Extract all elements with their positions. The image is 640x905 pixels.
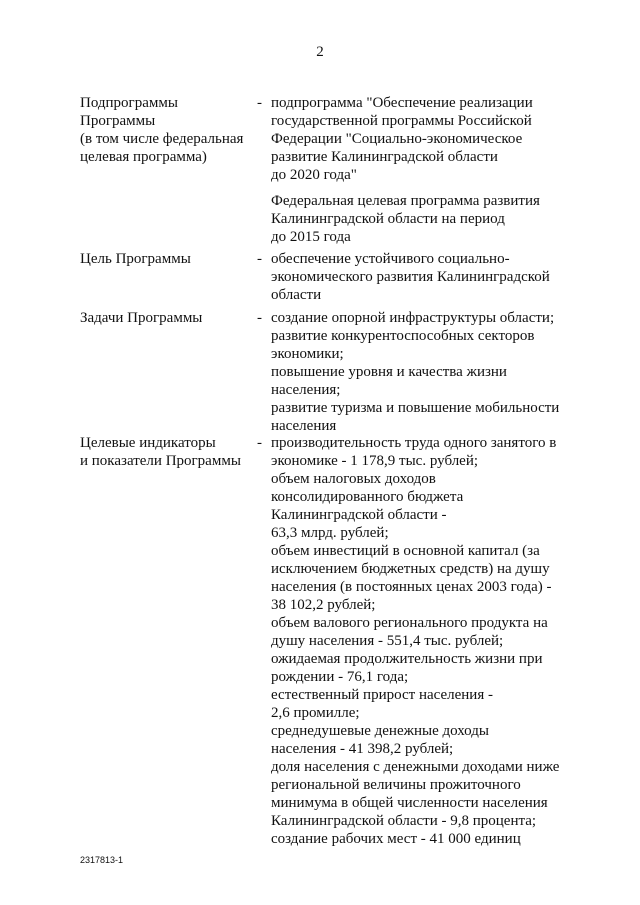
value-line: минимума в общей численности населения: [271, 795, 548, 811]
value-line: естественный прирост населения -: [271, 687, 493, 703]
value-line: населения - 41 398,2 рублей;: [271, 741, 454, 757]
value-line: объем налоговых доходов: [271, 471, 436, 487]
value-line: 38 102,2 рублей;: [271, 597, 376, 613]
value-line: Калининградской области - 9,8 процента;: [271, 813, 537, 829]
dash-marker: -: [257, 435, 262, 451]
value-line: населения: [271, 418, 337, 434]
value-line: консолидированного бюджета: [271, 489, 464, 505]
document-code: 2317813-1: [80, 855, 124, 865]
value-line: создание опорной инфраструктуры области;: [271, 310, 555, 326]
label-line: Программы: [80, 113, 156, 129]
value-line: региональной величины прожиточного: [271, 777, 521, 793]
value-line: государственной программы Российской: [271, 113, 532, 129]
value-line: рождении - 76,1 года;: [271, 669, 409, 685]
label-line: Цель Программы: [80, 251, 191, 267]
value-line: повышение уровня и качества жизни: [271, 364, 507, 380]
dash-marker: -: [257, 251, 262, 267]
federal-program-paragraph: [271, 192, 571, 246]
value-line: 63,3 млрд. рублей;: [271, 525, 389, 541]
value-line: Калининградской области -: [271, 507, 447, 523]
label-line: Подпрограммы: [80, 95, 178, 111]
value-line: до 2015 года: [271, 229, 351, 245]
label-line: целевая программа): [80, 149, 207, 165]
value-line: среднедушевые денежные доходы: [271, 723, 489, 739]
value-line: подпрограмма "Обеспечение реализации: [271, 95, 533, 111]
value-line: развитие конкурентоспособных секторов: [271, 328, 535, 344]
value-line: экономики;: [271, 346, 344, 362]
section-label: [80, 94, 255, 166]
dash-marker: -: [257, 95, 262, 111]
label-line: (в том числе федеральная: [80, 131, 244, 147]
label-line: и показатели Программы: [80, 453, 241, 469]
section-label: [80, 309, 255, 327]
value-line: Федерации "Социально-экономическое: [271, 131, 523, 147]
value-line: экономического развития Калининградской: [271, 269, 550, 285]
value-line: населения;: [271, 382, 341, 398]
value-line: 2,6 промилле;: [271, 705, 360, 721]
section-value: [271, 434, 571, 848]
page-number: 2: [316, 44, 324, 60]
value-line: Калининградской области на период: [271, 211, 505, 227]
section-value: [271, 309, 571, 435]
value-line: развитие Калининградской области: [271, 149, 498, 165]
value-line: обеспечение устойчивого социально-: [271, 251, 510, 267]
value-line: до 2020 года": [271, 167, 357, 183]
label-line: Целевые индикаторы: [80, 435, 216, 451]
value-line: ожидаемая продолжительность жизни при: [271, 651, 543, 667]
value-line: населения (в постоянных ценах 2003 года) -: [271, 579, 552, 595]
section-value: [271, 94, 571, 246]
value-line: развитие туризма и повышение мобильности: [271, 400, 560, 416]
value-line: объем валового регионального продукта на: [271, 615, 548, 631]
value-line: производительность труда одного занятого в: [271, 435, 557, 451]
value-line: Федеральная целевая программа развития: [271, 193, 540, 209]
value-line: душу населения - 551,4 тыс. рублей;: [271, 633, 504, 649]
value-line: создание рабочих мест - 41 000 единиц: [271, 831, 521, 847]
value-line: объем инвестиций в основной капитал (за: [271, 543, 540, 559]
value-line: области: [271, 287, 322, 303]
section-label: [80, 250, 255, 268]
value-line: экономике - 1 178,9 тыс. рублей;: [271, 453, 479, 469]
section-value: [271, 250, 571, 304]
value-line: исключением бюджетных средств) на душу: [271, 561, 550, 577]
dash-marker: -: [257, 310, 262, 326]
value-line: доля населения с денежными доходами ниже: [271, 759, 560, 775]
section-label: [80, 434, 255, 470]
label-line: Задачи Программы: [80, 310, 203, 326]
